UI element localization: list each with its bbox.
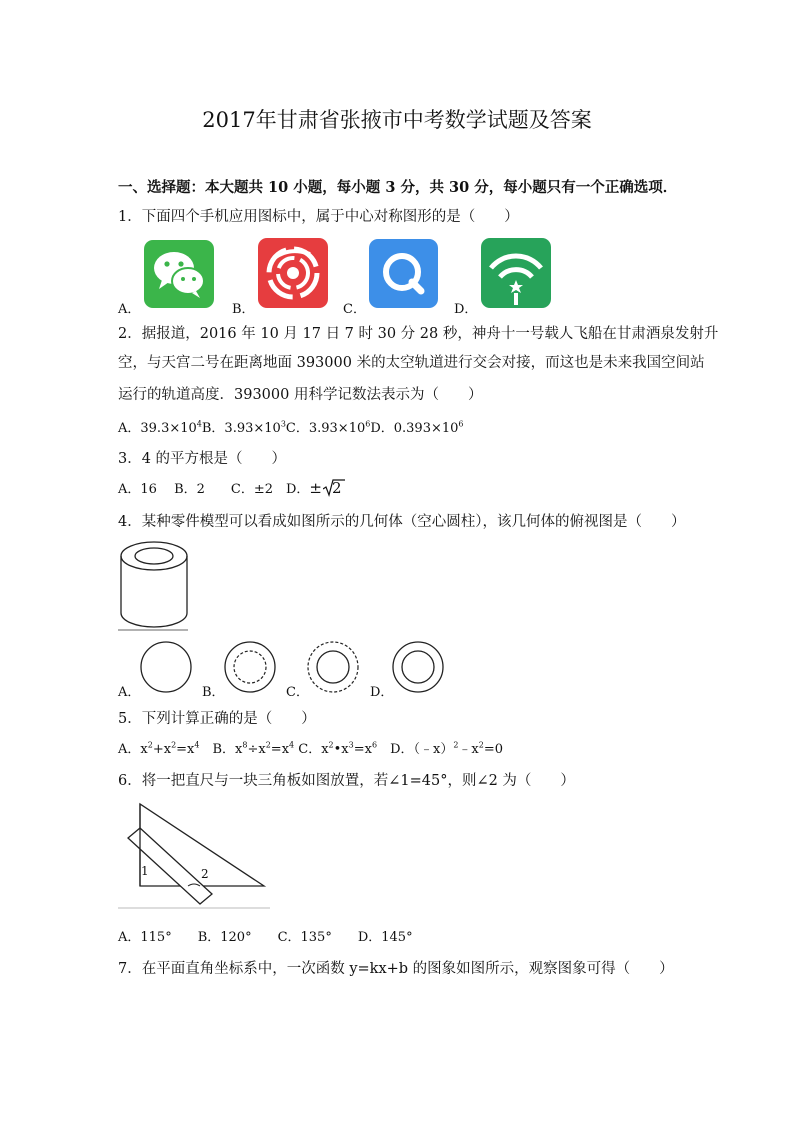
angle-1-label: 1 [141, 864, 149, 878]
q2-option-a-exp: 4 [196, 419, 202, 429]
q4-option-d-figure [391, 640, 445, 694]
weibo-swirl-icon [258, 238, 328, 308]
q4-option-a-figure [139, 640, 193, 694]
q5-option-b-part2: ÷x [247, 742, 266, 757]
q5-option-a-exp1: 2 [147, 740, 153, 750]
question-2-options [118, 417, 464, 436]
question-2-line-3: 运行的轨道高度．393000 用科学记数法表示为（ ） [118, 387, 483, 403]
ruler-triangle-figure [116, 800, 272, 912]
q2-option-b-exp: 3 [280, 419, 286, 429]
q1-option-a-label: A． [118, 302, 141, 317]
q5-option-c-part3: =x [353, 742, 372, 757]
q2-option-a: A．39.3×10 [118, 421, 197, 436]
question-2-line-1: 2．据报道，2016 年 10 月 17 日 7 时 30 分 28 秒，神舟十一号载人飞船在甘肃酒泉发射升 [118, 326, 719, 342]
q5-option-c-part1: C．x [294, 742, 329, 757]
radical-sign-icon [323, 478, 345, 498]
q5-option-c-exp2: 3 [348, 740, 354, 750]
wifi-signal-icon [481, 238, 551, 308]
q3-option-d-radical [323, 479, 342, 497]
q1-option-c-label: C． [343, 302, 366, 317]
q2-option-d-exp: 6 [458, 419, 464, 429]
q5-option-c-exp1: 2 [328, 740, 334, 750]
question-4-stem: 4．某种零件模型可以看成如图所示的几何体（空心圆柱），该几何体的俯视图是（ ） [118, 514, 686, 530]
q5-option-a-exp3: 4 [194, 740, 200, 750]
question-3-options [118, 478, 342, 497]
question-6-stem: 6．将一把直尺与一块三角板如图放置，若∠1=45°，则∠2 为（ ） [118, 773, 575, 789]
hollow-cylinder-figure [116, 538, 196, 634]
q5-option-b-exp3: 4 [289, 740, 295, 750]
q3-option-d-radicand: 2 [332, 479, 342, 497]
page-title: 2017年甘肃省张掖市中考数学试题及答案 [202, 108, 592, 132]
wechat-icon [144, 240, 214, 308]
q5-option-d-exp2: 2 [478, 740, 484, 750]
question-7-stem: 7．在平面直角坐标系中，一次函数 y=kx+b 的图象如图所示，观察图象可得（ ） [118, 961, 674, 977]
question-1-stem: 1．下面四个手机应用图标中，属于中心对称图形的是（ ） [118, 209, 519, 225]
q5-option-b-exp1: 8 [242, 740, 248, 750]
q3-option-d-sign: ± [309, 479, 322, 497]
q5-option-c-part2: •x [333, 742, 349, 757]
q3-options-text: A．16 B．2 C．±2 D． [118, 482, 310, 497]
q1-option-b-label: B． [232, 302, 255, 317]
q5-option-a-part3: =x [176, 742, 195, 757]
q5-option-a-exp2: 2 [171, 740, 177, 750]
q5-option-d-exp1: 2 [453, 740, 459, 750]
q1-option-d-label: D． [454, 302, 478, 317]
q4-option-c-figure [305, 640, 361, 694]
question-5-stem: 5．下列计算正确的是（ ） [118, 711, 316, 727]
q4-option-d-label: D． [370, 685, 394, 700]
q5-option-a-part1: A．x [118, 742, 148, 757]
q5-option-b-part1: B．x [199, 742, 243, 757]
q5-option-c-exp3: 6 [371, 740, 378, 750]
q5-option-a-part2: +x [152, 742, 172, 757]
q5-option-d-part2: ﹣x [458, 742, 479, 757]
q5-option-b-exp2: 2 [265, 740, 271, 750]
q4-option-b-figure [223, 640, 277, 694]
angle-2-label: 2 [201, 867, 209, 881]
question-6-options: A．115° B．120° C．135° D．145° [118, 930, 413, 945]
q4-option-c-label: C． [286, 685, 309, 700]
q2-option-c-exp: 6 [365, 419, 371, 429]
search-q-icon [369, 239, 438, 308]
q2-option-b: B．3.93×10 [201, 421, 281, 436]
section-heading: 一、选择题：本大题共 10 小题，每小题 3 分，共 30 分，每小题只有一个正确选项． [118, 179, 678, 196]
q4-option-b-label: B． [202, 685, 225, 700]
q5-option-b-part3: =x [270, 742, 290, 757]
q5-option-d-part3: =0 [483, 742, 504, 757]
q2-option-c: C．3.93×10 [285, 421, 366, 436]
q5-option-d-part1: D．（﹣x） [377, 742, 454, 757]
q4-option-a-label: A． [118, 685, 141, 700]
q2-option-d: D．0.393×10 [370, 421, 459, 436]
question-2-line-2: 空，与天宫二号在距离地面 393000 米的太空轨道进行交会对接，而这也是未来我国空间站 [118, 355, 705, 371]
question-5-options [118, 738, 503, 757]
question-3-stem: 3．4 的平方根是（ ） [118, 451, 287, 467]
